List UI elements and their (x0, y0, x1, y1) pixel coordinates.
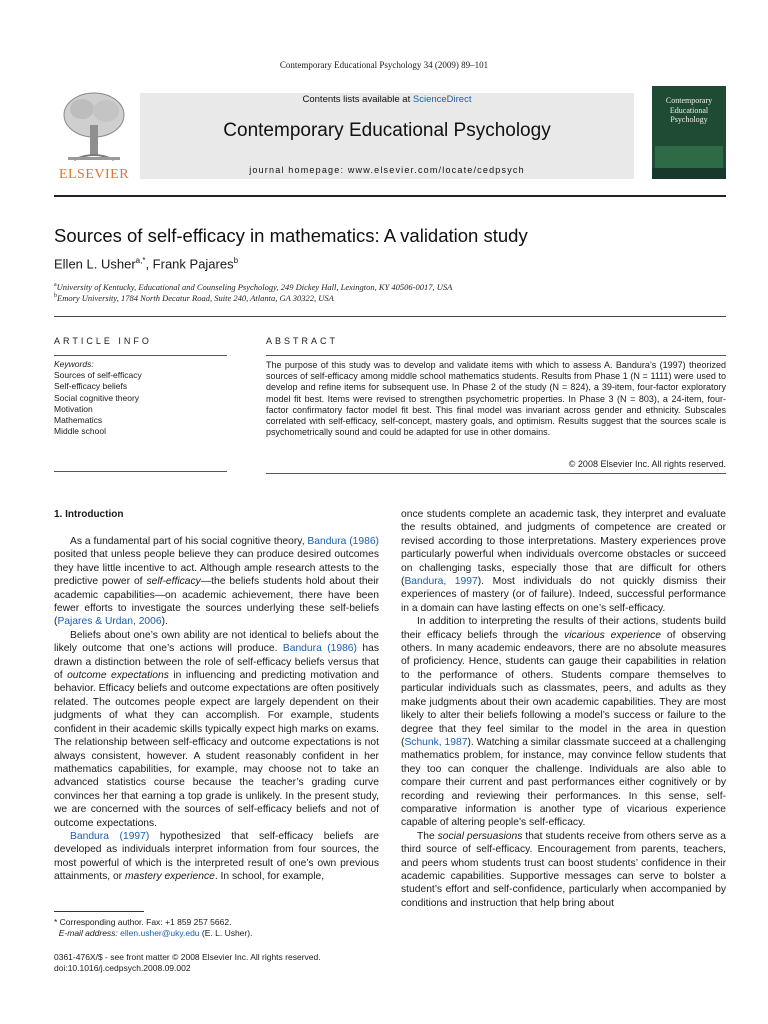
text-run: ). Watching a similar classmate succeed at a challenging mathematics problem, for instance, may convince fellow students that they too can conquer the challenge. Individuals are also able to compare their current and past performances either cognitively or by recording and reviewing their performances. In this sense, self-comparative information is another type of vicarious experience capable of altering people’s self-efficacy. (401, 736, 726, 829)
text-run: In addition to interpreting the results of their actions, students build their efficacy beliefs through the (401, 616, 726, 641)
keyword: Middle school (54, 426, 106, 437)
author-affiliation-marker: b (233, 256, 239, 265)
email-link[interactable]: ellen.usher@uky.edu (120, 928, 200, 938)
emphasis: mastery experience (124, 871, 215, 883)
citation-link[interactable]: Schunk, 1987 (404, 736, 468, 748)
author-name[interactable]: Ellen L. Usher (54, 256, 136, 272)
abstract-rule (266, 355, 726, 356)
text-run: hypothesized that self-efficacy beliefs are developed as individuals interpret information from four sources, the most powerful of which is the interpreted result of one’s own previous attainments, or (54, 830, 380, 883)
contents-prefix: Contents lists available at (302, 94, 413, 105)
body-column-right (401, 508, 726, 910)
issn-doi (54, 952, 321, 974)
cover-band (655, 146, 723, 168)
section-rule (54, 316, 726, 317)
article-info-heading: ARTICLE INFO (54, 336, 152, 346)
journal-title: Contemporary Educational Psychology (223, 120, 551, 141)
article-info-rule (54, 355, 227, 356)
corresponding-author-note: * Corresponding author. Fax: +1 859 257 5662. (54, 917, 232, 927)
citation-link[interactable]: Bandura, 1997 (404, 576, 478, 588)
citation-link[interactable]: Bandura (1986) (307, 536, 379, 547)
text-run: The (417, 830, 438, 842)
affiliation-text: University of Kentucky, Educational and Counseling Psychology, 249 Dickey Hall, Lexington, KY 40506-0017, USA (56, 282, 453, 292)
paragraph (401, 508, 726, 615)
keyword: Mathematics (54, 415, 103, 426)
paragraph (54, 830, 379, 884)
emphasis: social persuasions (437, 830, 523, 842)
abstract-text: The purpose of this study was to develop and validate items with which to assess A. Bandura’s (1997) theorized sources of self-efficacy among middle school mathematics students. Results from Phase 1 (N = 1111) were used to develop and refine items for subsequent use. In Phase 2 of the study (N = 824), a 39-item, four-factor exploratory model fit best. Items were revised to strengthen psychometric properties. In Phase 3 (N = 803), a 24-item, four-factor confirmatory factor model fit best. This final model was invariant across gender and ethnicity. Subscales correlated with self-efficacy, self-concept, mastery goals, and optimism. Results suggest that the sources scale is psychometrically sound and could be adapted for use in other domains. (266, 360, 726, 438)
affiliation (54, 293, 334, 303)
paragraph (54, 629, 379, 830)
journal-cover-image (652, 86, 726, 179)
cover-title-line: Educational (669, 105, 709, 115)
cover-title (652, 96, 726, 125)
affiliation (54, 282, 452, 292)
citation-link[interactable]: Bandura (1986) (282, 643, 357, 655)
text-run: . In school, for example, (214, 871, 325, 883)
keyword: Self-efficacy beliefs (54, 381, 128, 392)
affiliation-marker: a (54, 282, 57, 289)
footnote-rule (54, 911, 144, 912)
contents-line (140, 94, 634, 105)
article-title: Sources of self-efficacy in mathematics: A validation study (54, 225, 528, 246)
affiliation-marker: b (54, 293, 57, 300)
emphasis: vicarious experience (564, 629, 662, 641)
cover-title-line: Contemporary (665, 96, 713, 105)
text-run: that students receive from others serve as a third source of self-efficacy. Encouragement from parents, teachers, and peers whom students trust can boost students’ confidence in their academic capabilities. Supportive messages can serve to bolster a student’s effort and self-confidence, particularly when accompanied by conditions and instruction that help bring about (401, 830, 726, 909)
email-suffix: (E. L. Usher). (199, 928, 253, 938)
text-run: once students complete an academic task, they interpret and evaluate the results obtained, and judgments of competence are created or revised according to those interpretations. Mastery experiences prove particularly powerful when individuals overcome obstacles or succeed on challenging tasks, especially those that are difficult for others ( (401, 509, 726, 588)
paragraph (54, 535, 379, 629)
paragraph (401, 830, 726, 910)
emphasis: outcome expectations (67, 670, 169, 682)
author-list (54, 256, 238, 271)
keyword: Social cognitive theory (54, 392, 140, 403)
text-run: of observing others. In many academic endeavors, there are no absolute measures of proficiency. Hence, students can gauge their capabilities in relation to the performance of others. Students compare themselves to particular individuals such as classmates, peers, and adults as they make judgments about their own academic capabilities. They are most likely to alter their beliefs following a model’s success or failure to the degree that they feel similar to the model in the area in question ( (401, 629, 726, 748)
journal-header (140, 93, 634, 179)
text-run: ). (161, 616, 168, 628)
text-run: Beliefs about one’s own ability are not identical to beliefs about the likely outcome that one’s actions will produce. (54, 629, 379, 655)
sciencedirect-link[interactable]: ScienceDirect (412, 94, 472, 105)
header-rule (54, 195, 726, 197)
citation-link[interactable]: Bandura (1997) (70, 830, 150, 842)
text-run: has drawn a distinction between the role of self-efficacy beliefs versus that of (54, 643, 379, 682)
text-run: As a fundamental part of his social cognitive theory, (70, 536, 308, 547)
affiliation-text: Emory University, 1784 North Decatur Road, Suite 240, Atlanta, GA 30322, USA (57, 293, 334, 303)
elsevier-logo (54, 85, 134, 183)
emphasis: self-efficacy (146, 576, 201, 588)
author-name[interactable]: , Frank Pajares (145, 256, 234, 272)
email-label: E-mail address: (58, 928, 118, 938)
text-run: ). Most individuals do not quickly dismiss their experiences of mastery (or of failure). Indeed, successful performance in a domain can have lasting effects on one’s self-efficacy. (401, 576, 727, 614)
keyword: Motivation (54, 403, 93, 414)
copyright-notice: © 2008 Elsevier Inc. All rights reserved. (568, 459, 726, 469)
keyword: Sources of self-efficacy (54, 370, 142, 381)
body-column-left (54, 535, 379, 884)
citation-link[interactable]: Pajares & Urdan, 2006 (57, 616, 162, 628)
text-run: —the beliefs students hold about their academic capabilities—on academic achievement, there have been fewer efforts to investigate the sources underlying these self-beliefs ( (54, 576, 379, 628)
tree-icon (54, 85, 134, 165)
text-run: in influencing and predicting motivation and behavior. Efficacy beliefs and outcome expectations are often positively related. The outcomes people expect are largely dependent on their judgments of what they can accomplish. For example, students confident in their academic skills typically expect high marks on exams. The relationship between self-efficacy and outcome expectations is not always consistent, however. A student reasonably confident in her mathematics capabilities, for example, may choose not to take an advanced statistics course because the teacher’s grading curve convinces her that earning a top grade is unlikely. In the present study, we are concerned with the sources of self-efficacy beliefs and not of outcome expectations. (54, 670, 379, 829)
cover-title-line: Psychology (670, 115, 708, 124)
publisher-name: ELSEVIER (58, 167, 130, 182)
article-info-rule-bottom (54, 471, 227, 472)
text-run: posited that unless people believe they can produce desired outcomes they have little incentive to act. Although ample research attests to the predictive power of (54, 549, 379, 588)
journal-homepage[interactable]: journal homepage: www.elsevier.com/locate/cedpsych (249, 165, 525, 175)
footnote (54, 917, 252, 939)
paragraph (401, 615, 726, 830)
abstract-heading: ABSTRACT (266, 336, 339, 346)
cover-bar (652, 168, 726, 179)
keywords-list (54, 359, 142, 437)
keywords-label: Keywords: (54, 359, 94, 369)
abstract-rule-bottom (266, 473, 726, 474)
journal-reference: Contemporary Educational Psychology 34 (2009) 89–101 (279, 60, 489, 70)
author-affiliation-marker: a,* (135, 256, 146, 265)
issn-line: 0361-476X/$ - see front matter © 2008 Elsevier Inc. All rights reserved. (54, 952, 321, 962)
section-heading: 1. Introduction (54, 509, 124, 520)
doi-line[interactable]: doi:10.1016/j.cedpsych.2008.09.002 (54, 963, 191, 973)
email-line (54, 928, 252, 939)
